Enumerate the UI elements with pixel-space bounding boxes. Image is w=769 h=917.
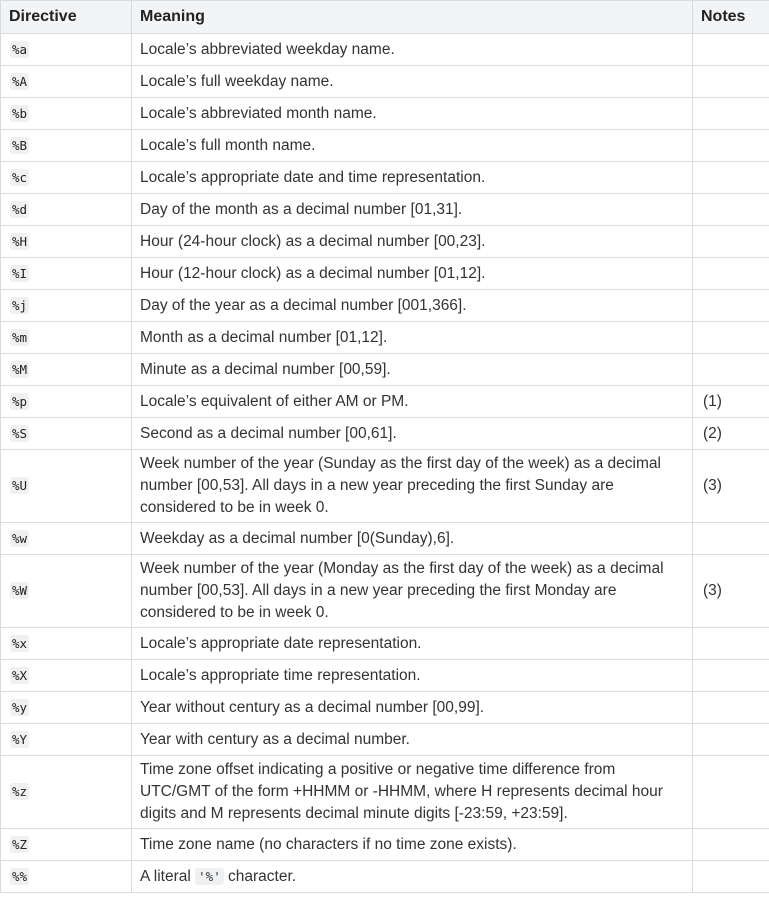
notes-cell bbox=[693, 692, 769, 724]
notes-cell bbox=[693, 829, 769, 861]
directive-cell bbox=[1, 98, 132, 130]
meaning-cell: Hour (12-hour clock) as a decimal number [01,12]. bbox=[132, 258, 693, 290]
notes-cell bbox=[693, 660, 769, 692]
directive-code: %d bbox=[12, 201, 28, 217]
meaning-cell: Month as a decimal number [01,12]. bbox=[132, 322, 693, 354]
meaning-cell: Locale’s abbreviated month name. bbox=[132, 98, 693, 130]
directive-code: %M bbox=[12, 361, 28, 377]
notes-cell bbox=[693, 322, 769, 354]
notes-cell bbox=[693, 628, 769, 660]
table-row bbox=[1, 555, 769, 628]
directive-cell bbox=[1, 724, 132, 756]
directive-cell bbox=[1, 194, 132, 226]
meaning-cell: Second as a decimal number [00,61]. bbox=[132, 418, 693, 450]
directive-code: %S bbox=[12, 425, 28, 441]
meaning-cell: Year without century as a decimal number [00,99]. bbox=[132, 692, 693, 724]
meaning-cell: Year with century as a decimal number. bbox=[132, 724, 693, 756]
directive-code: %% bbox=[12, 868, 28, 884]
table-row bbox=[1, 829, 769, 861]
directive-code: %a bbox=[12, 41, 28, 57]
table-row bbox=[1, 162, 769, 194]
notes-cell bbox=[693, 724, 769, 756]
table-row bbox=[1, 523, 769, 555]
directive-code: %p bbox=[12, 393, 28, 409]
notes-cell bbox=[693, 354, 769, 386]
table-header bbox=[1, 1, 769, 34]
directive-code: %H bbox=[12, 233, 28, 249]
table-row bbox=[1, 386, 769, 418]
meaning-cell: Week number of the year (Monday as the first day of the week) as a decimal number [00,53]. All days in a new year preceding the first Monday are considered to be in week 0. bbox=[132, 555, 693, 628]
meaning-cell: Locale’s abbreviated weekday name. bbox=[132, 34, 693, 66]
meaning-cell: Day of the year as a decimal number [001,366]. bbox=[132, 290, 693, 322]
directive-cell bbox=[1, 523, 132, 555]
directive-cell bbox=[1, 130, 132, 162]
table-body bbox=[1, 34, 769, 893]
table-row bbox=[1, 194, 769, 226]
meaning-cell: Locale’s appropriate time representation. bbox=[132, 660, 693, 692]
notes-cell: (3) bbox=[693, 555, 769, 628]
meaning-cell: Week number of the year (Sunday as the first day of the week) as a decimal number [00,53]. All days in a new year preceding the first Sunday are considered to be in week 0. bbox=[132, 450, 693, 523]
table-row bbox=[1, 660, 769, 692]
table-row bbox=[1, 34, 769, 66]
table-row bbox=[1, 290, 769, 322]
directive-code: %x bbox=[12, 635, 28, 651]
directive-cell bbox=[1, 450, 132, 523]
header-directive: Directive bbox=[1, 1, 132, 34]
notes-cell bbox=[693, 34, 769, 66]
header-meaning: Meaning bbox=[132, 1, 693, 34]
directive-code: %W bbox=[12, 583, 28, 598]
notes-cell bbox=[693, 523, 769, 555]
notes-cell bbox=[693, 130, 769, 162]
meaning-cell: Hour (24-hour clock) as a decimal number [00,23]. bbox=[132, 226, 693, 258]
header-notes: Notes bbox=[693, 1, 769, 34]
directive-code: %c bbox=[12, 169, 28, 185]
directive-code: %y bbox=[12, 699, 28, 715]
meaning-cell: Time zone offset indicating a positive or negative time difference from UTC/GMT of the form +HHMM or -HHMM, where H represents decimal hour digits and M represents decimal minute digits [-23:59, +23:59]. bbox=[132, 756, 693, 829]
notes-cell bbox=[693, 98, 769, 130]
table-row bbox=[1, 692, 769, 724]
directive-code: %w bbox=[12, 530, 28, 546]
table-row bbox=[1, 98, 769, 130]
directive-code: %Y bbox=[12, 731, 28, 747]
meaning-cell: Locale’s appropriate date representation. bbox=[132, 628, 693, 660]
directive-cell bbox=[1, 660, 132, 692]
notes-cell: (1) bbox=[693, 386, 769, 418]
meaning-cell: Weekday as a decimal number [0(Sunday),6]. bbox=[132, 523, 693, 555]
table-row bbox=[1, 628, 769, 660]
directive-cell bbox=[1, 555, 132, 628]
table-row bbox=[1, 418, 769, 450]
directive-code: %I bbox=[12, 265, 28, 281]
notes-cell bbox=[693, 861, 769, 893]
directive-code: %Z bbox=[12, 836, 28, 852]
notes-cell: (2) bbox=[693, 418, 769, 450]
directive-code: %z bbox=[12, 784, 28, 799]
directive-code: %B bbox=[12, 137, 28, 153]
directive-cell bbox=[1, 756, 132, 829]
header-row bbox=[1, 1, 769, 34]
directive-code: %j bbox=[12, 297, 28, 313]
directive-cell bbox=[1, 162, 132, 194]
table-row bbox=[1, 756, 769, 829]
meaning-cell: Locale’s appropriate date and time representation. bbox=[132, 162, 693, 194]
table-row bbox=[1, 450, 769, 523]
meaning-cell: Minute as a decimal number [00,59]. bbox=[132, 354, 693, 386]
meaning-inline-code: '%' bbox=[195, 868, 224, 885]
table-row bbox=[1, 322, 769, 354]
meaning-cell bbox=[132, 861, 693, 893]
directive-cell bbox=[1, 226, 132, 258]
directive-cell bbox=[1, 692, 132, 724]
table-row bbox=[1, 66, 769, 98]
meaning-prefix: A literal bbox=[140, 867, 196, 885]
table-row bbox=[1, 258, 769, 290]
directive-cell bbox=[1, 861, 132, 893]
directive-code: %b bbox=[12, 105, 28, 121]
notes-cell: (3) bbox=[693, 450, 769, 523]
directive-code: %X bbox=[12, 667, 28, 683]
directive-cell bbox=[1, 418, 132, 450]
notes-cell bbox=[693, 290, 769, 322]
meaning-suffix: character. bbox=[223, 867, 297, 885]
meaning-cell: Day of the month as a decimal number [01,31]. bbox=[132, 194, 693, 226]
meaning-cell: Locale’s full month name. bbox=[132, 130, 693, 162]
meaning-cell: Time zone name (no characters if no time zone exists). bbox=[132, 829, 693, 861]
directive-cell bbox=[1, 66, 132, 98]
directive-code: %A bbox=[12, 73, 28, 89]
directive-cell bbox=[1, 34, 132, 66]
meaning-cell: Locale’s full weekday name. bbox=[132, 66, 693, 98]
meaning-cell: Locale’s equivalent of either AM or PM. bbox=[132, 386, 693, 418]
directive-cell bbox=[1, 628, 132, 660]
table-row bbox=[1, 226, 769, 258]
notes-cell bbox=[693, 258, 769, 290]
table-row bbox=[1, 861, 769, 893]
table-row bbox=[1, 724, 769, 756]
directive-cell bbox=[1, 290, 132, 322]
directive-cell bbox=[1, 386, 132, 418]
directive-cell bbox=[1, 829, 132, 861]
table-row bbox=[1, 130, 769, 162]
directive-code: %U bbox=[12, 478, 28, 493]
notes-cell bbox=[693, 66, 769, 98]
notes-cell bbox=[693, 226, 769, 258]
notes-cell bbox=[693, 194, 769, 226]
directive-cell bbox=[1, 354, 132, 386]
table-row bbox=[1, 354, 769, 386]
directive-code: %m bbox=[12, 329, 28, 345]
notes-cell bbox=[693, 162, 769, 194]
directive-cell bbox=[1, 322, 132, 354]
directive-cell bbox=[1, 258, 132, 290]
notes-cell bbox=[693, 756, 769, 829]
